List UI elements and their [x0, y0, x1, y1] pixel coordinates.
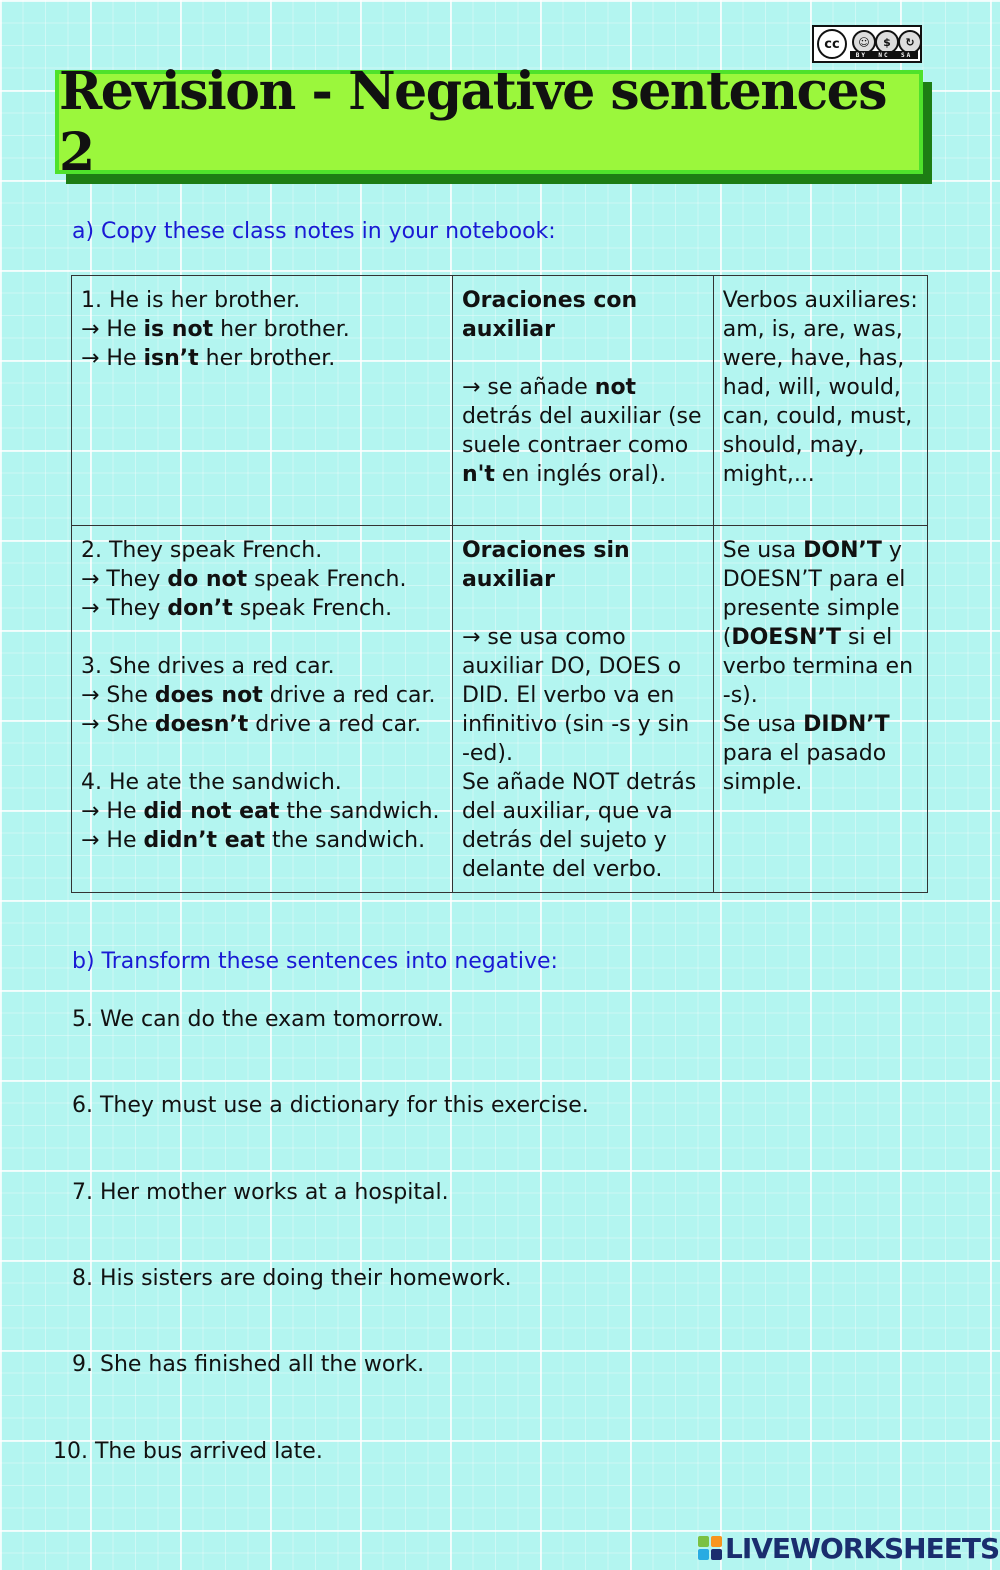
example-line: 2. They speak French.: [81, 538, 323, 563]
examples-cell: [72, 526, 453, 893]
by-icon: ☺: [852, 30, 876, 54]
rule-text: → se añade not detrás del auxiliar (se suele contraer como n't en inglés oral).: [461, 375, 702, 487]
liveworksheets-logo-icon: [698, 1536, 722, 1560]
example-line: → She does not drive a red car.: [81, 683, 436, 708]
section-a-instruction: a) Copy these class notes in your notebook:: [72, 219, 556, 244]
section-b-instruction: b) Transform these sentences into negative:: [72, 949, 558, 974]
rule-cell: [452, 276, 713, 526]
logo-square: [698, 1549, 709, 1560]
exercise-sentence-7: 7. Her mother works at a hospital.: [72, 1180, 449, 1205]
exercise-sentence-6: 6. They must use a dictionary for this exercise.: [72, 1093, 589, 1118]
cc-license-badge: [812, 25, 922, 63]
cc-sa-label: SA: [901, 51, 913, 59]
page-title: Revision - Negative sentences 2: [59, 61, 887, 183]
examples-cell: [72, 276, 453, 526]
example-line: → He isn’t her brother.: [81, 346, 336, 371]
class-notes-table: [71, 275, 928, 893]
exercise-sentence-5: 5. We can do the exam tomorrow.: [72, 1007, 444, 1032]
example-line: → He didn’t eat the sandwich.: [81, 828, 426, 853]
rule-cell: [452, 526, 713, 893]
table-row: [72, 526, 928, 893]
sa-icon: ↻: [898, 30, 922, 54]
example-line: 1. He is her brother.: [81, 288, 301, 313]
logo-square: [698, 1536, 709, 1547]
note-text: Se usa DIDN’T para el pasado simple.: [722, 712, 890, 795]
exercise-sentence-10: 10. The bus arrived late.: [53, 1439, 323, 1464]
exercise-sentence-8: 8. His sisters are doing their homework.: [72, 1266, 512, 1291]
note-text: Verbos auxiliares: am, is, are, was, were, have, has, had, will, would, can, could, must, should, may, might,...: [722, 288, 918, 487]
example-line: 4. He ate the sandwich.: [81, 770, 342, 795]
liveworksheets-logo[interactable]: [698, 1532, 999, 1564]
note-cell: [713, 526, 927, 893]
liveworksheets-logo-text: LIVEWORKSHEETS: [725, 1531, 1000, 1565]
nc-icon: $: [875, 30, 899, 54]
note-text: Se usa DON’T y DOESN’T para el presente simple (DOESN’T si el verbo termina en -s).: [722, 538, 914, 708]
rule-heading: Oraciones sin auxiliar: [461, 538, 630, 592]
example-line: → She doesn’t drive a red car.: [81, 712, 422, 737]
exercise-sentence-9: 9. She has finished all the work.: [72, 1352, 425, 1377]
example-line: 3. She drives a red car.: [81, 654, 335, 679]
cc-nc-label: NC: [878, 51, 890, 59]
example-line: → They do not speak French.: [81, 567, 407, 592]
rule-text: → se usa como auxiliar DO, DOES o DID. El verbo va en infinitivo (sin -s y sin -ed).: [461, 625, 690, 766]
table-row: [72, 276, 928, 526]
logo-square: [711, 1536, 722, 1547]
cc-icon: [817, 29, 847, 59]
example-line: → He is not her brother.: [81, 317, 350, 342]
note-cell: [713, 276, 927, 526]
example-line: → They don’t speak French.: [81, 596, 393, 621]
example-line: → He did not eat the sandwich.: [81, 799, 440, 824]
title-banner: [55, 61, 923, 183]
cc-terms-bar: [850, 51, 918, 59]
rule-text: Se añade NOT detrás del auxiliar, que va detrás del sujeto y delante del verbo.: [461, 770, 697, 882]
logo-square: [711, 1549, 722, 1560]
cc-by-label: BY: [855, 51, 867, 59]
cc-label: cc: [824, 36, 840, 52]
rule-heading: Oraciones con auxiliar: [461, 288, 638, 342]
